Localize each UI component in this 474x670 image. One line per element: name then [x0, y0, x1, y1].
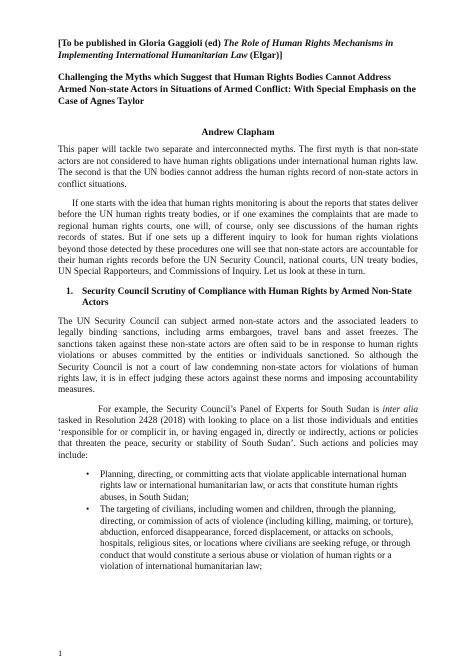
- bullet-icon: •: [86, 505, 90, 516]
- example-text-b: tasked in Resolution 2428 (2018) with looking to place on a list those individuals and entities ‘responsible for or complicit in, or having engaged in, directly or indirectly, actions or policies that threaten the peace, security or stability of South Sudan’. Such actions and policies may include:: [58, 416, 418, 461]
- bullet-icon: •: [86, 469, 90, 480]
- list-item-text: The targeting of civilians, including women and children, through the planning, directing, or commission of acts of violence (including killing, maiming, or torture), abduction, enforced disappearance, forced displacement, or attacks on schools, hospitals, religious sites, or locations where civilians are seeking refuge, or through conduct that would constitute a serious abuse or violation of human rights or a violation of international humanitarian law;: [100, 505, 414, 573]
- paragraph-intro: This paper will tackle two separate and interconnected myths. The first myth is that non-state actors are not considered to have human rights obligations under international human rights law. The second is that the UN bodies cannot address the human rights record of non-state actors in conflict situations.: [58, 145, 418, 190]
- publication-note-open: [To be published in Gloria Gaggioli (ed): [58, 38, 224, 49]
- publication-note: [58, 38, 418, 62]
- book-title: The Role of Human Rights Mechanisms in Implementing International Humanitarian Law: [58, 38, 394, 61]
- page-number: 1: [58, 648, 63, 658]
- paragraph-monitoring: If one starts with the idea that human rights monitoring is about the reports that states deliver before the UN human rights treaty bodies, or if one examines the complaints that are made to regional human rights courts, one will, of course, only see discussions of the human rights records of states. But if one sets up a different inquiry to look for human rights violations beyond those detected by these procedures one will see that non-state actors are accountable for their human rights records before the UN Security Council, national courts, UN treaty bodies, UN Special Rapporteurs, and Commissions of Inquiry. Let us look at these in turn.: [58, 199, 418, 278]
- section-title: Security Council Scrutiny of Compliance with Human Rights by Armed Non-State Actors: [82, 286, 412, 309]
- paragraph-example: [58, 405, 418, 462]
- paragraph-security-council: The UN Security Council can subject armed non-state actors and the associated leaders to legally binding sanctions, including arms embargoes, travel bans and asset freezes. The sanctions taken against these non-state actors are often said to be in response to human rights violations or abuses committed by the entities or individuals sanctioned. So although the Security Council is not a court of law condemning non-state actors for violations of human rights law, it is in effect judging these actors against these norms and imposing accountability measures.: [58, 317, 418, 396]
- publication-note-close: (Elgar)]: [247, 50, 283, 61]
- example-text-a: For example, the Security Council’s Panel of Experts for South Sudan is: [98, 404, 383, 415]
- paper-title: Challenging the Myths which Suggest that Human Rights Bodies Cannot Address Armed Non-state Actors in Situations of Armed Conflict: With Special Emphasis on the Case of Agnes Taylor: [58, 72, 416, 107]
- list-item: [88, 470, 418, 504]
- author-name: Andrew Clapham: [201, 127, 275, 139]
- section-heading-1: [58, 287, 418, 310]
- bullet-list: [58, 470, 418, 574]
- list-item: [88, 505, 418, 573]
- example-italic: inter alia: [382, 404, 418, 415]
- section-number: 1.: [66, 286, 74, 297]
- list-item-text: Planning, directing, or committing acts that violate applicable international human rights law or international humanitarian law, or acts that constitute human rights abuses, in South Sudan;: [100, 469, 407, 503]
